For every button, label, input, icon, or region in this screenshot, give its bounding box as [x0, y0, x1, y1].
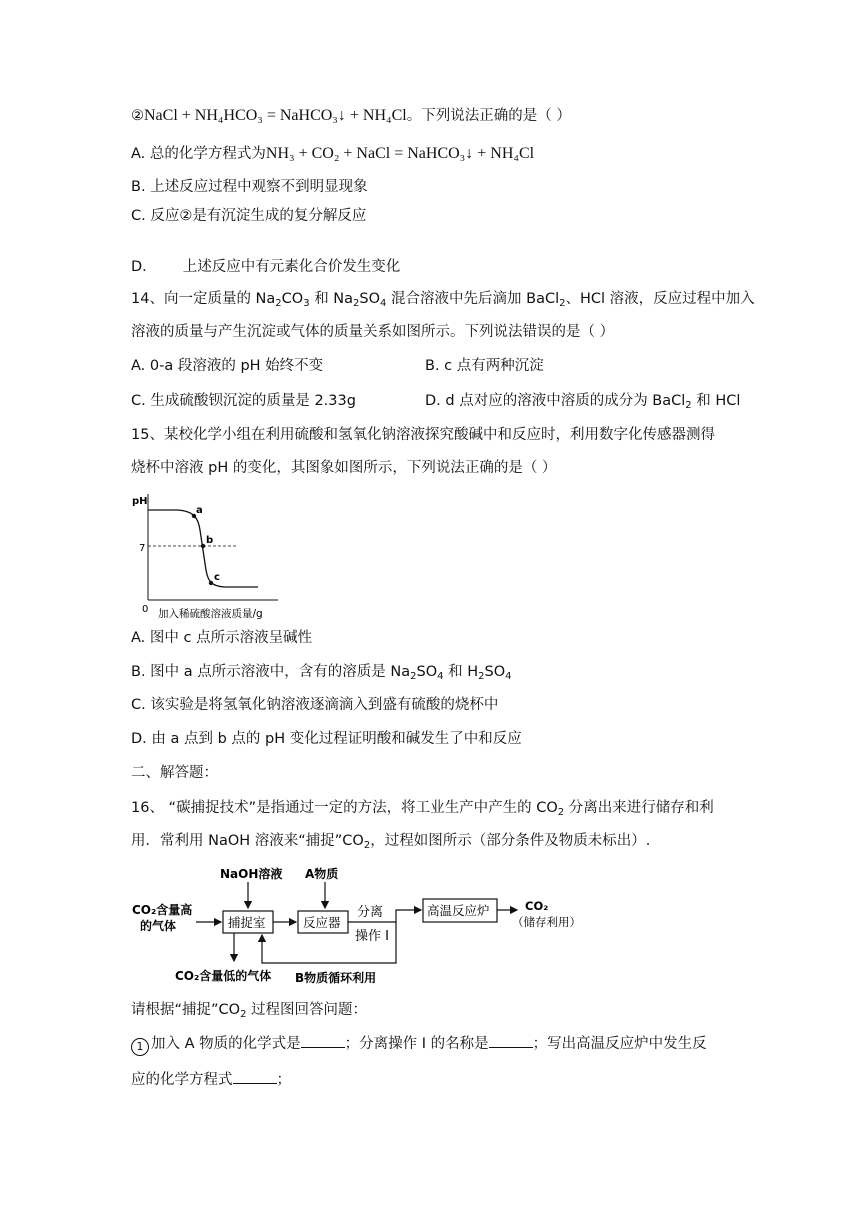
q13-eq2-formula: NaCl + NH₄HCO₃ = NaHCO₃↓ + NH₄Cl	[144, 107, 407, 124]
q14-stem-line-1: 14、向一定质量的 $Na_2CO_3$ 和 $Na_2SO_4$ 混合溶液中先后滴加 BaCl$_2$、HCl 溶液，反应过程中加入	[131, 291, 755, 309]
flow-naoh-label: NaOH溶液	[220, 867, 283, 881]
q16-subquestion-1-line-2	[131, 1069, 291, 1090]
q15-option-b-part: SO	[484, 664, 506, 680]
flow-reactor-label: 反应器	[303, 915, 341, 930]
q16-prompt-part: 过程图回答问题：	[246, 1002, 368, 1018]
q16-sub1-part: ；写出高温反应炉中发生反	[532, 1036, 707, 1052]
flow-output-label-2: （储存利用）	[512, 915, 581, 929]
q13-option-c: C. 反应②是有沉淀生成的复分解反应	[131, 208, 367, 224]
q14-stem-part: SO	[359, 291, 381, 307]
graph-xlabel: 加入稀硫酸溶液质量/g	[158, 608, 263, 620]
flow-separation-label-2: 操作 I	[355, 929, 389, 944]
q14-option-a: A. 0-a 段溶液的 pH 始终不变	[131, 358, 324, 374]
section-2-heading: 二、解答题：	[131, 765, 218, 781]
flow-separation-label-1: 分离	[357, 905, 384, 920]
q13-option-d-label: D.	[131, 259, 147, 275]
flow-furnace-label: 高温反应炉	[427, 903, 490, 918]
q13-option-a-label: A. 总的化学方程式为	[131, 146, 266, 162]
q16-stem-part: 16、 “碳捕捉技术”是指通过一定的方法，将工业生产中产生的 CO	[131, 800, 558, 816]
q14-stem-line-2: 溶液的质量与产生沉淀或气体的质量关系如图所示。下列说法错误的是（ ）	[131, 324, 615, 340]
q14-option-d-part: 和 HCl	[691, 393, 741, 409]
q15-option-b-part: SO	[416, 664, 438, 680]
flow-output-label-1: CO₂	[525, 899, 549, 913]
q13-option-a-equation: NH₃ + CO₂ + NaCl = NaHCO₃↓ + NH₄Cl	[265, 145, 535, 162]
q15-option-b-part: B. 图中 a 点所示溶液中，含有的溶质是 Na	[131, 664, 411, 680]
q16-sub1-part: ；	[276, 1072, 291, 1088]
q16-stem-part: 用．常利用 NaOH 溶液来“捕捉”CO	[131, 833, 364, 849]
flow-sep-to-furnace-arrow	[396, 910, 421, 945]
graph-point-c	[209, 581, 213, 585]
q16-flow-diagram	[128, 860, 598, 990]
q16-stem-part: 分离出来进行储存和利	[564, 800, 714, 816]
graph-ylabel: pH	[132, 496, 148, 507]
q16-stem-line-1: 16、 “碳捕捉技术”是指通过一定的方法，将工业生产中产生的 $CO_2$ 分离出来进行储存和利	[131, 800, 714, 818]
answer-blank-3[interactable]	[233, 1069, 277, 1084]
q16-prompt-part: 请根据“捕捉”CO	[131, 1002, 241, 1018]
q13-eq2-prefix: ②	[131, 108, 144, 124]
flow-input-label-2: 的气体	[140, 919, 177, 933]
q15-option-b: B. 图中 a 点所示溶液中，含有的溶质是 $Na_2SO_4$ 和 $H_2SO_4$	[131, 664, 512, 682]
graph-ph-curve	[148, 510, 258, 587]
q15-stem-line-2: 烧杯中溶液 pH 的变化，其图象如图所示，下列说法正确的是（ ）	[131, 460, 557, 476]
graph-point-c-label: c	[214, 572, 220, 583]
flow-input-label-1: CO₂含量高	[132, 903, 193, 917]
flow-capture-label: 捕捉室	[228, 915, 266, 930]
graph-point-a-label: a	[196, 505, 203, 516]
q15-option-a: A. 图中 c 点所示溶液呈碱性	[131, 630, 313, 646]
q13-option-a	[131, 144, 534, 164]
q14-stem-part: CO	[281, 291, 304, 307]
answer-blank-1[interactable]	[301, 1033, 345, 1048]
graph-origin-label: 0	[142, 604, 149, 615]
q14-option-d-part: D. d 点对应的溶液中溶质的成分为 BaCl	[425, 393, 686, 409]
q16-sub1-part: ；分离操作 I 的名称是	[344, 1036, 489, 1052]
graph-point-b-label: b	[206, 535, 214, 546]
flow-recycle-label: B物质循环利用	[295, 971, 377, 985]
q16-stem-part: ，过程如图所示（部分条件及物质未标出）.	[370, 833, 651, 849]
q14-stem-part: 和 Na	[309, 291, 354, 307]
q15-option-d: D. 由 a 点到 b 点的 pH 变化过程证明酸和碱发生了中和反应	[131, 731, 522, 747]
q13-eq2-suffix: 。下列说法正确的是（ ）	[406, 108, 571, 124]
q16-subquestion-1-line-1	[131, 1033, 707, 1056]
q15-option-b-part: 和 H	[443, 664, 479, 680]
flow-low-gas-label: CO₂含量低的气体	[175, 969, 272, 983]
q15-ph-graph	[128, 490, 288, 622]
q16-sub1-part: 应的化学方程式	[131, 1072, 233, 1088]
subquestion-number-1: 1	[131, 1038, 149, 1056]
q15-option-c: C. 该实验是将氢氧化钠溶液逐滴滴入到盛有硫酸的烧杯中	[131, 697, 499, 713]
graph-point-b	[201, 544, 205, 548]
q16-sub1-part: 加入 A 物质的化学式是	[151, 1036, 301, 1052]
q14-option-b: B. c 点有两种沉淀	[425, 358, 544, 374]
q13-equation-2	[131, 106, 571, 126]
q14-option-d: D. d 点对应的溶液中溶质的成分为 BaCl$_2$ 和 HCl	[425, 393, 741, 411]
graph-y7-label: 7	[139, 543, 146, 554]
q15-stem-line-1: 15、某校化学小组在利用硫酸和氢氧化钠溶液探究酸碱中和反应时，利用数字化传感器测得	[131, 427, 715, 443]
q14-stem-part: 、HCl 溶液，反应过程中加入	[565, 291, 755, 307]
q13-option-b: B. 上述反应过程中观察不到明显现象	[131, 179, 368, 195]
flow-a-substance-label: A物质	[305, 867, 339, 881]
q16-prompt: 请根据“捕捉$”CO_2$ 过程图回答问题：	[131, 1002, 368, 1020]
q13-option-d	[131, 257, 400, 277]
q14-stem-part: 混合溶液中先后滴加 BaCl	[386, 291, 560, 307]
q14-option-c: C. 生成硫酸钡沉淀的质量是 2.33g	[131, 393, 356, 409]
q14-stem-part: 14、向一定质量的 Na	[131, 291, 276, 307]
q16-stem-line-2: 用．常利用 NaOH 溶液来“捕捉$”CO_2$，过程如图所示（部分条件及物质未标出）.	[131, 833, 651, 851]
answer-blank-2[interactable]	[489, 1033, 533, 1048]
q13-option-d-text: 上述反应中有元素化合价发生变化	[182, 259, 401, 275]
